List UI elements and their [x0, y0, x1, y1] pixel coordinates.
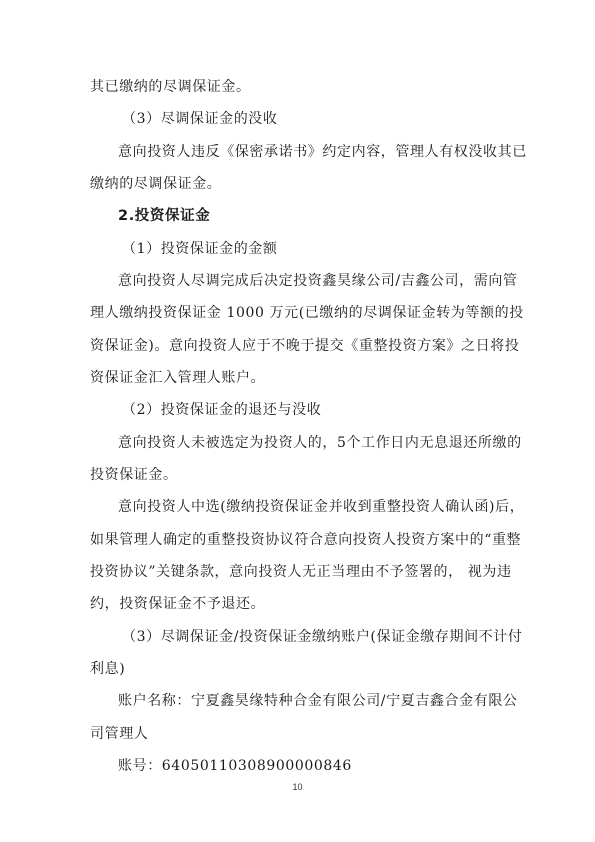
- paragraph-line: 理人缴纳投资保证金 1000 万元(已缴纳的尽调保证金转为等额的投: [90, 305, 524, 321]
- paragraph-line: 意向投资人中选(缴纳投资保证金并收到重整投资人确认函)后，: [118, 499, 525, 515]
- paragraph-line: 约，投资保证金不予退还。: [90, 596, 266, 612]
- paragraph-line: 资保证金汇入管理人账户。: [90, 370, 266, 386]
- paragraph-line: 意向投资人尽调完成后决定投资鑫昊缘公司/吉鑫公司，需向管: [118, 273, 518, 289]
- paragraph-line: 其已缴纳的尽调保证金。: [90, 79, 251, 95]
- paragraph-line: 利息): [90, 661, 126, 677]
- account-name-line: 司管理人: [90, 726, 149, 742]
- subsection-heading: （3）尽调保证金的没收: [122, 111, 278, 127]
- section-heading: 2.投资保证金: [118, 208, 211, 224]
- paragraph-line: 如果管理人确定的重整投资协议符合意向投资人投资方案中的“重整: [90, 532, 522, 548]
- subsection-heading: （3）尽调保证金/投资保证金缴纳账户(保证金缴存期间不计付: [122, 629, 523, 645]
- paragraph-line: 投资保证金。: [90, 467, 178, 483]
- account-name-line: 账户名称：宁夏鑫昊缘特种合金有限公司/宁夏吉鑫合金有限公: [118, 693, 518, 709]
- paragraph-line: 意向投资人未被选定为投资人的，5个工作日内无息退还所缴的: [118, 435, 522, 451]
- paragraph-line: 缴纳的尽调保证金。: [90, 176, 222, 192]
- subsection-heading: （1）投资保证金的金额: [122, 241, 278, 257]
- paragraph-line: 意向投资人违反《保密承诺书》约定内容，管理人有权没收其已: [118, 144, 527, 160]
- page-number: 10: [292, 782, 303, 792]
- paragraph-line: 投资协议”关键条款，意向投资人无正当理由不予签署的， 视为违: [90, 564, 512, 580]
- subsection-heading: （2）投资保证金的退还与没收: [122, 402, 322, 418]
- paragraph-line: 资保证金)。意向投资人应于不晚于提交《重整投资方案》之日将投: [90, 338, 520, 354]
- account-number-line: 账号：64050110308900000846: [118, 758, 352, 774]
